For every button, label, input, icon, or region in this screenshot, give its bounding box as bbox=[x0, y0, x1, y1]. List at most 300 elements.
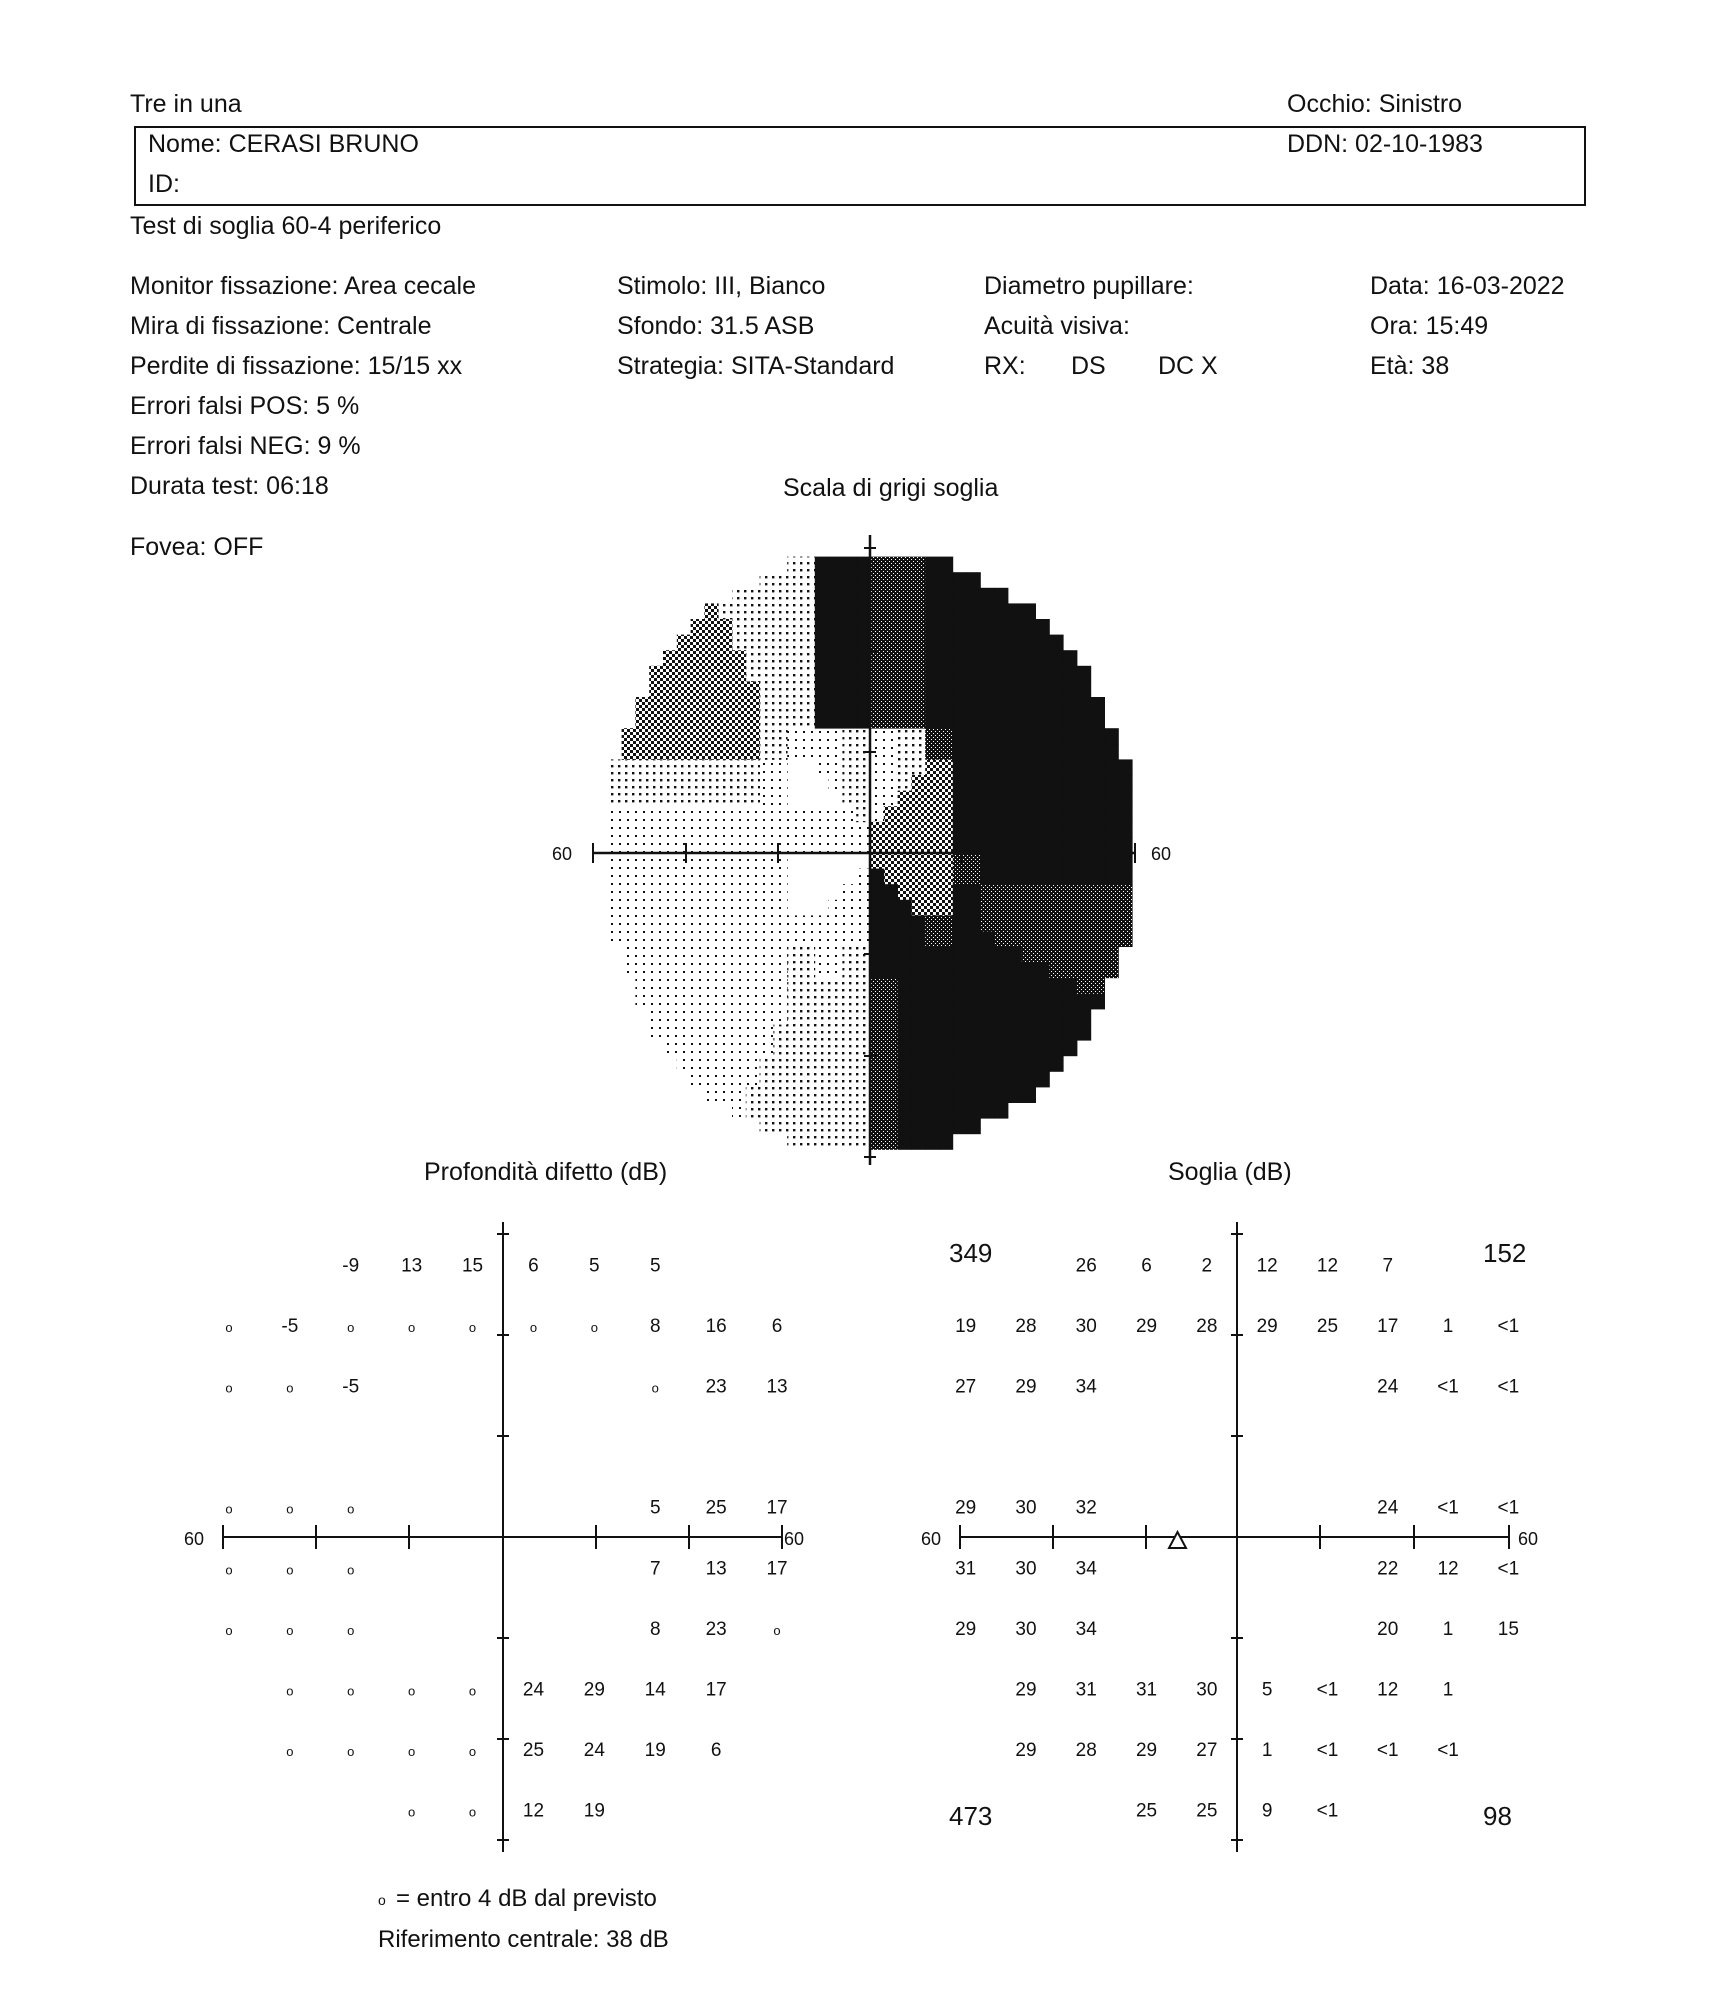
grayscale-cell bbox=[649, 822, 663, 838]
grayscale-cell bbox=[635, 806, 649, 822]
grayscale-cell bbox=[1008, 869, 1022, 885]
grayscale-cell bbox=[691, 822, 705, 838]
rx-label: RX: bbox=[984, 352, 1026, 380]
grayscale-cell bbox=[704, 993, 718, 1009]
grayscale-cell bbox=[773, 837, 787, 853]
defect-depth-value: o bbox=[286, 1622, 294, 1638]
grayscale-cell bbox=[953, 1009, 967, 1025]
grayscale-cell bbox=[953, 681, 967, 697]
grayscale-cell bbox=[815, 1118, 829, 1134]
grayscale-cell bbox=[1077, 915, 1091, 931]
grayscale-cell bbox=[691, 900, 705, 916]
grayscale-cell bbox=[773, 1103, 787, 1119]
grayscale-cell bbox=[1118, 822, 1132, 838]
grayscale-cell bbox=[760, 1056, 774, 1072]
grayscale-cell bbox=[925, 791, 939, 807]
grayscale-cell bbox=[663, 931, 677, 947]
fixation-losses: Perdite di fissazione: 15/15 xx bbox=[130, 352, 463, 380]
grayscale-cell bbox=[801, 1118, 815, 1134]
grayscale-cell bbox=[939, 588, 953, 604]
grayscale-cell bbox=[911, 1118, 925, 1134]
threshold-value: <1 bbox=[1316, 1740, 1339, 1762]
grayscale-cell bbox=[980, 1009, 994, 1025]
grayscale-cell bbox=[608, 822, 622, 838]
grayscale-cell bbox=[980, 884, 994, 900]
grayscale-cell bbox=[760, 993, 774, 1009]
grayscale-cell bbox=[1077, 962, 1091, 978]
grayscale-cell bbox=[829, 697, 843, 713]
grayscale-cell bbox=[829, 775, 843, 791]
grayscale-cell bbox=[994, 759, 1008, 775]
grayscale-cell bbox=[732, 931, 746, 947]
grayscale-cell bbox=[815, 1134, 829, 1150]
grayscale-cell bbox=[980, 869, 994, 885]
grayscale-cell bbox=[925, 884, 939, 900]
grayscale-cell bbox=[622, 931, 636, 947]
grayscale-cell bbox=[815, 635, 829, 651]
grayscale-cell bbox=[953, 884, 967, 900]
grayscale-cell bbox=[718, 993, 732, 1009]
grayscale-cell bbox=[1077, 1009, 1091, 1025]
defect-depth-value: o bbox=[468, 1683, 477, 1699]
grayscale-cell bbox=[884, 603, 898, 619]
grayscale-cell bbox=[884, 650, 898, 666]
threshold-value: 29 bbox=[1135, 1740, 1158, 1762]
grayscale-cell bbox=[842, 915, 856, 931]
grayscale-cell bbox=[649, 697, 663, 713]
threshold-value: 7 bbox=[1382, 1255, 1394, 1277]
defect-depth-value: o bbox=[347, 1744, 355, 1760]
threshold-value: 31 bbox=[955, 1558, 977, 1580]
grayscale-cell bbox=[1022, 1025, 1036, 1041]
grayscale-cell bbox=[980, 588, 994, 604]
grayscale-cell bbox=[1036, 697, 1050, 713]
grayscale-cell bbox=[649, 962, 663, 978]
test-duration: Durata test: 06:18 bbox=[130, 472, 329, 500]
grayscale-cell bbox=[801, 603, 815, 619]
grayscale-cell bbox=[1036, 1009, 1050, 1025]
grayscale-cell bbox=[622, 806, 636, 822]
defect-depth-value: 16 bbox=[705, 1315, 727, 1337]
grayscale-cell bbox=[1036, 744, 1050, 760]
patient-name: Nome: CERASI BRUNO bbox=[148, 130, 419, 158]
grayscale-cell bbox=[746, 962, 760, 978]
grayscale-cell bbox=[801, 993, 815, 1009]
grayscale-cell bbox=[801, 1103, 815, 1119]
grayscale-cell bbox=[898, 1087, 912, 1103]
grayscale-cell bbox=[980, 775, 994, 791]
grayscale-cell bbox=[884, 884, 898, 900]
grayscale-cell bbox=[939, 650, 953, 666]
grayscale-cell bbox=[939, 1040, 953, 1056]
grayscale-cell bbox=[622, 775, 636, 791]
grayscale-cell bbox=[856, 681, 870, 697]
grayscale-cell bbox=[773, 759, 787, 775]
threshold-value: 30 bbox=[1015, 1618, 1037, 1640]
grayscale-cell bbox=[898, 806, 912, 822]
grayscale-cell bbox=[1091, 697, 1105, 713]
grayscale-cell bbox=[925, 713, 939, 729]
grayscale-cell bbox=[939, 681, 953, 697]
grayscale-cell bbox=[1049, 915, 1063, 931]
grayscale-cell bbox=[1049, 931, 1063, 947]
grayscale-cell bbox=[1049, 650, 1063, 666]
grayscale-cell bbox=[870, 1025, 884, 1041]
grayscale-cell bbox=[773, 993, 787, 1009]
grayscale-cell bbox=[870, 697, 884, 713]
grayscale-cell bbox=[911, 978, 925, 994]
grayscale-cell bbox=[870, 853, 884, 869]
grayscale-cell bbox=[622, 915, 636, 931]
grayscale-cell bbox=[1022, 775, 1036, 791]
grayscale-cell bbox=[884, 775, 898, 791]
grayscale-cell bbox=[746, 1040, 760, 1056]
grayscale-cell bbox=[870, 1087, 884, 1103]
grayscale-cell bbox=[718, 978, 732, 994]
grayscale-cell bbox=[773, 572, 787, 588]
grayscale-cell bbox=[870, 650, 884, 666]
grayscale-cell bbox=[925, 1118, 939, 1134]
grayscale-cell bbox=[911, 1087, 925, 1103]
grayscale-cell bbox=[815, 1087, 829, 1103]
grayscale-cell bbox=[911, 884, 925, 900]
grayscale-cell bbox=[925, 572, 939, 588]
grayscale-cell bbox=[898, 572, 912, 588]
grayscale-cell bbox=[649, 1025, 663, 1041]
grayscale-cell bbox=[663, 775, 677, 791]
grayscale-cell bbox=[1049, 759, 1063, 775]
grayscale-cell bbox=[939, 869, 953, 885]
grayscale-cell bbox=[980, 900, 994, 916]
defect-depth-value: 15 bbox=[461, 1255, 484, 1277]
grayscale-cell bbox=[635, 915, 649, 931]
grayscale-cell bbox=[994, 822, 1008, 838]
grayscale-cell bbox=[856, 1118, 870, 1134]
grayscale-cell bbox=[787, 1134, 801, 1150]
grayscale-cell bbox=[842, 775, 856, 791]
grayscale-cell bbox=[691, 713, 705, 729]
grayscale-cell bbox=[760, 588, 774, 604]
grayscale-cell bbox=[870, 806, 884, 822]
threshold-value: 25 bbox=[1196, 1800, 1218, 1822]
grayscale-cell bbox=[842, 759, 856, 775]
grayscale-cell bbox=[967, 837, 981, 853]
grayscale-cell bbox=[787, 1071, 801, 1087]
grayscale-cell bbox=[967, 572, 981, 588]
grayscale-cell bbox=[1091, 884, 1105, 900]
grayscale-cell bbox=[980, 603, 994, 619]
grayscale-cell bbox=[663, 837, 677, 853]
grayscale-cell bbox=[1105, 837, 1119, 853]
grayscale-cell bbox=[691, 744, 705, 760]
grayscale-cell bbox=[829, 1071, 843, 1087]
grayscale-cell bbox=[773, 1118, 787, 1134]
grayscale-cell bbox=[939, 1134, 953, 1150]
grayscale-cell bbox=[842, 572, 856, 588]
grayscale-cell bbox=[649, 978, 663, 994]
grayscale-cell bbox=[732, 728, 746, 744]
grayscale-cell bbox=[1091, 869, 1105, 885]
grayscale-cell bbox=[898, 837, 912, 853]
defect-depth-value: o bbox=[286, 1562, 294, 1578]
threshold-value: 34 bbox=[1075, 1376, 1097, 1398]
grayscale-cell bbox=[911, 900, 925, 916]
grayscale-cell bbox=[870, 1118, 884, 1134]
grayscale-cell bbox=[967, 713, 981, 729]
grayscale-cell bbox=[787, 962, 801, 978]
defect-depth-chart bbox=[184, 1222, 804, 1852]
grayscale-cell bbox=[829, 1103, 843, 1119]
grayscale-cell bbox=[898, 1040, 912, 1056]
grayscale-cell bbox=[1077, 791, 1091, 807]
defect-depth-value: o bbox=[225, 1380, 233, 1396]
grayscale-cell bbox=[870, 775, 884, 791]
threshold-value: 28 bbox=[1015, 1315, 1037, 1337]
threshold-title: Soglia (dB) bbox=[1168, 1158, 1292, 1186]
grayscale-cell bbox=[787, 1056, 801, 1072]
grayscale-cell bbox=[649, 791, 663, 807]
grayscale-cell bbox=[980, 728, 994, 744]
grayscale-cell bbox=[635, 697, 649, 713]
grayscale-cell bbox=[760, 915, 774, 931]
grayscale-cell bbox=[622, 791, 636, 807]
grayscale-cell bbox=[856, 931, 870, 947]
defect-depth-value: o bbox=[408, 1744, 416, 1760]
grayscale-cell bbox=[732, 869, 746, 885]
grayscale-cell bbox=[1049, 1040, 1063, 1056]
threshold-value: 29 bbox=[955, 1497, 977, 1519]
grayscale-cell bbox=[953, 915, 967, 931]
grayscale-cell bbox=[967, 900, 981, 916]
grayscale-cell bbox=[925, 931, 939, 947]
grayscale-cell bbox=[1105, 806, 1119, 822]
defect-depth-value: -5 bbox=[281, 1315, 299, 1337]
grayscale-cell bbox=[691, 993, 705, 1009]
grayscale-cell bbox=[994, 744, 1008, 760]
grayscale-cell bbox=[953, 947, 967, 963]
grayscale-cell bbox=[1022, 978, 1036, 994]
defect-depth-value: 29 bbox=[583, 1679, 605, 1701]
grayscale-cell bbox=[677, 993, 691, 1009]
grayscale-cell bbox=[884, 869, 898, 885]
defect-depth-value: -9 bbox=[342, 1255, 360, 1277]
grayscale-cell bbox=[1063, 1025, 1077, 1041]
grayscale-cell bbox=[760, 1087, 774, 1103]
grayscale-cell bbox=[815, 619, 829, 635]
grayscale-cell bbox=[704, 1087, 718, 1103]
grayscale-cell bbox=[704, 1025, 718, 1041]
grayscale-cell bbox=[842, 728, 856, 744]
grayscale-cell bbox=[1008, 1056, 1022, 1072]
grayscale-cell bbox=[663, 713, 677, 729]
grayscale-cell bbox=[953, 759, 967, 775]
grayscale-cell bbox=[635, 744, 649, 760]
defect-depth-value: 13 bbox=[705, 1558, 727, 1580]
grayscale-cell bbox=[718, 791, 732, 807]
grayscale-cell bbox=[815, 962, 829, 978]
grayscale-cell bbox=[856, 775, 870, 791]
grayscale-cell bbox=[1091, 900, 1105, 916]
grayscale-cell bbox=[773, 666, 787, 682]
grayscale-cell bbox=[953, 869, 967, 885]
grayscale-cell bbox=[746, 947, 760, 963]
grayscale-cell bbox=[608, 837, 622, 853]
grayscale-cell bbox=[980, 947, 994, 963]
grayscale-cell bbox=[1008, 1087, 1022, 1103]
grayscale-cell bbox=[842, 962, 856, 978]
grayscale-cell bbox=[829, 635, 843, 651]
grayscale-cell bbox=[953, 744, 967, 760]
grayscale-cell bbox=[898, 962, 912, 978]
grayscale-cell bbox=[746, 713, 760, 729]
grayscale-cell bbox=[801, 931, 815, 947]
grayscale-cell bbox=[1008, 806, 1022, 822]
grayscale-cell bbox=[953, 588, 967, 604]
grayscale-cell bbox=[635, 884, 649, 900]
grayscale-cell bbox=[1049, 681, 1063, 697]
grayscale-cell bbox=[898, 635, 912, 651]
grayscale-cell bbox=[939, 697, 953, 713]
grayscale-cell bbox=[1049, 962, 1063, 978]
grayscale-cell bbox=[746, 1071, 760, 1087]
grayscale-cell bbox=[994, 728, 1008, 744]
grayscale-cell bbox=[773, 947, 787, 963]
grayscale-cell bbox=[704, 853, 718, 869]
grayscale-cell bbox=[829, 978, 843, 994]
grayscale-cell bbox=[663, 947, 677, 963]
grayscale-cell bbox=[1091, 993, 1105, 1009]
grayscale-cell bbox=[760, 728, 774, 744]
grayscale-cell bbox=[939, 775, 953, 791]
grayscale-cell bbox=[842, 837, 856, 853]
grayscale-cell bbox=[815, 1071, 829, 1087]
grayscale-cell bbox=[939, 822, 953, 838]
grayscale-cell bbox=[939, 1009, 953, 1025]
grayscale-cell bbox=[663, 993, 677, 1009]
grayscale-cell bbox=[801, 1009, 815, 1025]
grayscale-cell bbox=[994, 1025, 1008, 1041]
grayscale-cell bbox=[718, 681, 732, 697]
grayscale-cell bbox=[718, 1040, 732, 1056]
grayscale-cell bbox=[801, 822, 815, 838]
grayscale-cell bbox=[980, 1025, 994, 1041]
grayscale-cell bbox=[1022, 650, 1036, 666]
grayscale-cell bbox=[911, 681, 925, 697]
grayscale-cell bbox=[953, 572, 967, 588]
grayscale-cell bbox=[870, 1134, 884, 1150]
test-title: Tre in una bbox=[130, 90, 242, 118]
grayscale-cell bbox=[622, 728, 636, 744]
grayscale-cell bbox=[953, 666, 967, 682]
grayscale-cell bbox=[911, 1056, 925, 1072]
grayscale-cell bbox=[1049, 993, 1063, 1009]
grayscale-cell bbox=[994, 962, 1008, 978]
grayscale-cell bbox=[773, 650, 787, 666]
rx-ds: DS bbox=[1071, 352, 1106, 380]
grayscale-cell bbox=[911, 791, 925, 807]
grayscale-cell bbox=[732, 900, 746, 916]
grayscale-cell bbox=[925, 947, 939, 963]
grayscale-cell bbox=[925, 1040, 939, 1056]
grayscale-cell bbox=[1008, 915, 1022, 931]
grayscale-cell bbox=[980, 1040, 994, 1056]
grayscale-cell bbox=[1022, 993, 1036, 1009]
grayscale-cell bbox=[732, 947, 746, 963]
grayscale-cell bbox=[925, 603, 939, 619]
grayscale-cell bbox=[760, 697, 774, 713]
grayscale-cell bbox=[732, 1071, 746, 1087]
grayscale-cell bbox=[842, 1087, 856, 1103]
grayscale-cell bbox=[1118, 869, 1132, 885]
grayscale-cell bbox=[787, 978, 801, 994]
grayscale-cell bbox=[1091, 931, 1105, 947]
grayscale-cell bbox=[994, 931, 1008, 947]
grayscale-cell bbox=[898, 853, 912, 869]
defect-depth-value: 6 bbox=[710, 1740, 722, 1762]
grayscale-cell bbox=[870, 572, 884, 588]
grayscale-cell bbox=[870, 666, 884, 682]
grayscale-cell bbox=[787, 619, 801, 635]
grayscale-cell bbox=[718, 1056, 732, 1072]
threshold-value: 1 bbox=[1442, 1315, 1454, 1337]
grayscale-cell bbox=[842, 978, 856, 994]
grayscale-cell bbox=[622, 744, 636, 760]
grayscale-cell bbox=[760, 837, 774, 853]
grayscale-cell bbox=[925, 1103, 939, 1119]
grayscale-cell bbox=[815, 650, 829, 666]
grayscale-cell bbox=[980, 635, 994, 651]
grayscale-cell bbox=[898, 884, 912, 900]
grayscale-cell bbox=[746, 650, 760, 666]
grayscale-cell bbox=[718, 837, 732, 853]
grayscale-cell bbox=[870, 759, 884, 775]
threshold-value: 29 bbox=[1015, 1740, 1037, 1762]
grayscale-cell bbox=[1022, 681, 1036, 697]
grayscale-cell bbox=[787, 588, 801, 604]
grayscale-cell bbox=[994, 1009, 1008, 1025]
grayscale-cell bbox=[1022, 884, 1036, 900]
grayscale-cell bbox=[732, 1087, 746, 1103]
grayscale-cell bbox=[635, 713, 649, 729]
grayscale-cell bbox=[911, 822, 925, 838]
grayscale-cell bbox=[1036, 900, 1050, 916]
grayscale-cell bbox=[1105, 915, 1119, 931]
grayscale-cell bbox=[842, 947, 856, 963]
grayscale-cell bbox=[884, 744, 898, 760]
grayscale-cell bbox=[939, 1118, 953, 1134]
grayscale-cell bbox=[953, 993, 967, 1009]
grayscale-cell bbox=[870, 635, 884, 651]
grayscale-cell bbox=[953, 1025, 967, 1041]
grayscale-cell bbox=[1077, 869, 1091, 885]
grayscale-cell bbox=[911, 650, 925, 666]
grayscale-cell bbox=[1008, 978, 1022, 994]
grayscale-cell bbox=[953, 962, 967, 978]
grayscale-cell bbox=[1022, 962, 1036, 978]
grayscale-cell bbox=[732, 884, 746, 900]
grayscale-cell bbox=[815, 1056, 829, 1072]
grayscale-cell bbox=[898, 1134, 912, 1150]
grayscale-cell bbox=[622, 869, 636, 885]
grayscale-cell bbox=[635, 759, 649, 775]
grayscale-cell bbox=[967, 1103, 981, 1119]
defect-depth-value: o bbox=[286, 1683, 294, 1699]
grayscale-cell bbox=[760, 603, 774, 619]
grayscale-cell bbox=[801, 557, 815, 573]
grayscale-cell bbox=[760, 1040, 774, 1056]
grayscale-cell bbox=[1063, 947, 1077, 963]
grayscale-cell bbox=[718, 728, 732, 744]
